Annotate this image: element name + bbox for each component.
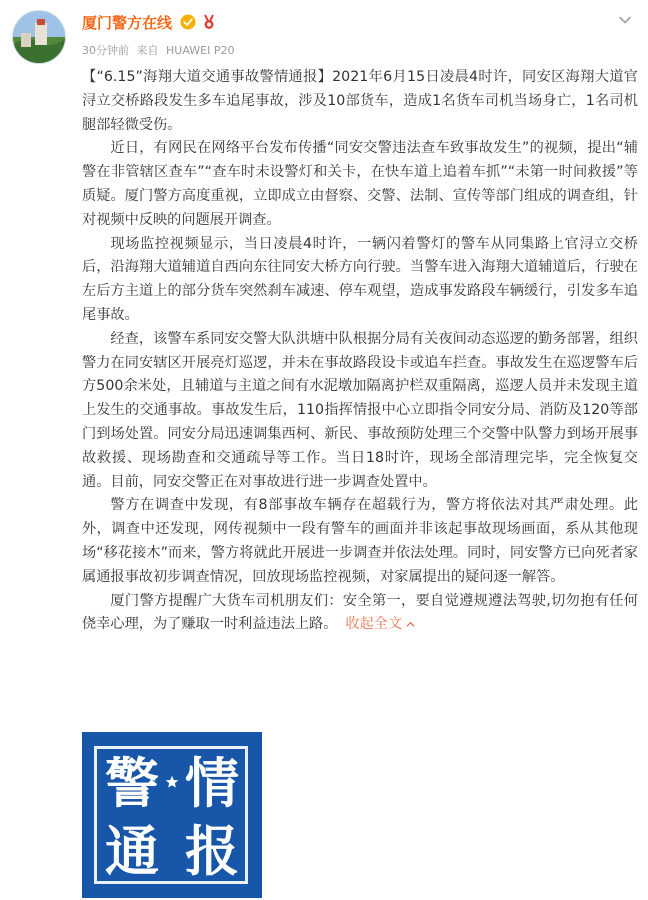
post-text	[82, 66, 638, 637]
post-header	[0, 0, 648, 72]
post-paragraph-1: 【“6.15”海翔大道交通事故警情通报】2021年6月15日凌晨4时许，同安区海翔大道官浔立交桥路段发生多车追尾事故，涉及10部货车，造成1名货车司机当场身亡，1名司机腿部轻微受伤。	[82, 69, 638, 133]
collapse-text-button[interactable]	[345, 616, 415, 632]
star-icon	[165, 775, 179, 789]
medal-icon[interactable]	[201, 14, 217, 30]
post-paragraph-2: 近日，有网民在网络平台发布传播“同安交警违法查车致事故发生”的视频，提出“辅警在非管辖区查车”“查车时未设警灯和关卡，在快车道上追着车抓”“未第一时间救援”等质疑。厦门警方高度重视，立即成立由督察、交警、法制、宣传等部门组成的调查组，针对视频中反映的问题展开调查。	[82, 140, 638, 228]
image-char-4: 报	[185, 820, 239, 883]
source-device: HUAWEI P20	[166, 44, 235, 57]
image-char-1: 警	[105, 752, 159, 815]
post-paragraph-5: 警方在调查中发现，有8部事故车辆存在超载行为，警方将依法对其严肃处理。此外，调查中还发现，网传视频中一段有警车的画面并非该起事故现场画面，系从其他现场“移花接木”而来，警方将就此开展进一步调查并依法处理。同时，同安警方已向死者家属通报事故初步调查情况，回放现场监控视频，对家属提出的疑问逐一解答。	[82, 497, 638, 585]
chevron-up-icon[interactable]	[406, 620, 415, 629]
chevron-down-icon[interactable]	[617, 12, 633, 28]
image-char-3: 通	[105, 820, 159, 883]
source-prefix: 来自	[136, 44, 159, 57]
post-paragraph-3: 现场监控视频显示，当日凌晨4时许，一辆闪着警灯的警车从同集路上官浔立交桥后，沿海翔大道辅道自西向东往同安大桥方向行驶。当警车进入海翔大道辅道后，行驶在左后方主道上的部分货车突然刹车减速、停车观望，造成事发路段车辆缓行，引发多车追尾事故。	[82, 235, 638, 323]
collapse-text-label[interactable]: 收起全文	[345, 616, 403, 633]
avatar[interactable]	[12, 10, 66, 64]
account-name[interactable]: 厦门警方在线	[82, 14, 173, 32]
post-paragraph-6-text: 厦门警方提醒广大货车司机朋友们：安全第一，要自觉遵规遵法驾驶,切勿抱有任何侥幸心理，为了赚取一时利益违法上路。	[82, 592, 638, 633]
post-meta	[82, 42, 238, 58]
verified-badge-icon	[180, 14, 196, 30]
avatar-picture-icon	[13, 11, 65, 63]
post-paragraph-6	[82, 590, 638, 638]
post-time[interactable]: 30分钟前	[82, 44, 129, 57]
image-char-2: 情	[185, 752, 239, 815]
post-image-thumbnail[interactable]	[82, 732, 262, 898]
post-paragraph-4: 经查，该警车系同安交警大队洪塘中队根据分局有关夜间动态巡逻的勤务部署，组织警力在同安辖区开展亮灯巡逻，并未在事故路段设卡或追车拦查。事故发生在巡逻警车后方500余米处，且辅道与主道之间有水泥墩加隔离护栏双重隔离，巡逻人员并未发现主道上发生的交通事故。事故发生后，110指挥情报中心立即指令同安分局、消防及120等部门到场处置。同安分局迅速调集西柯、新民、事故预防处理三个交警中队警力到场开展事故救援、现场勘查和交通疏导等工作。当日18时许，现场全部清理完毕，完全恢复交通。目前，同安交警正在对事故进行进一步调查处置中。	[82, 330, 638, 490]
